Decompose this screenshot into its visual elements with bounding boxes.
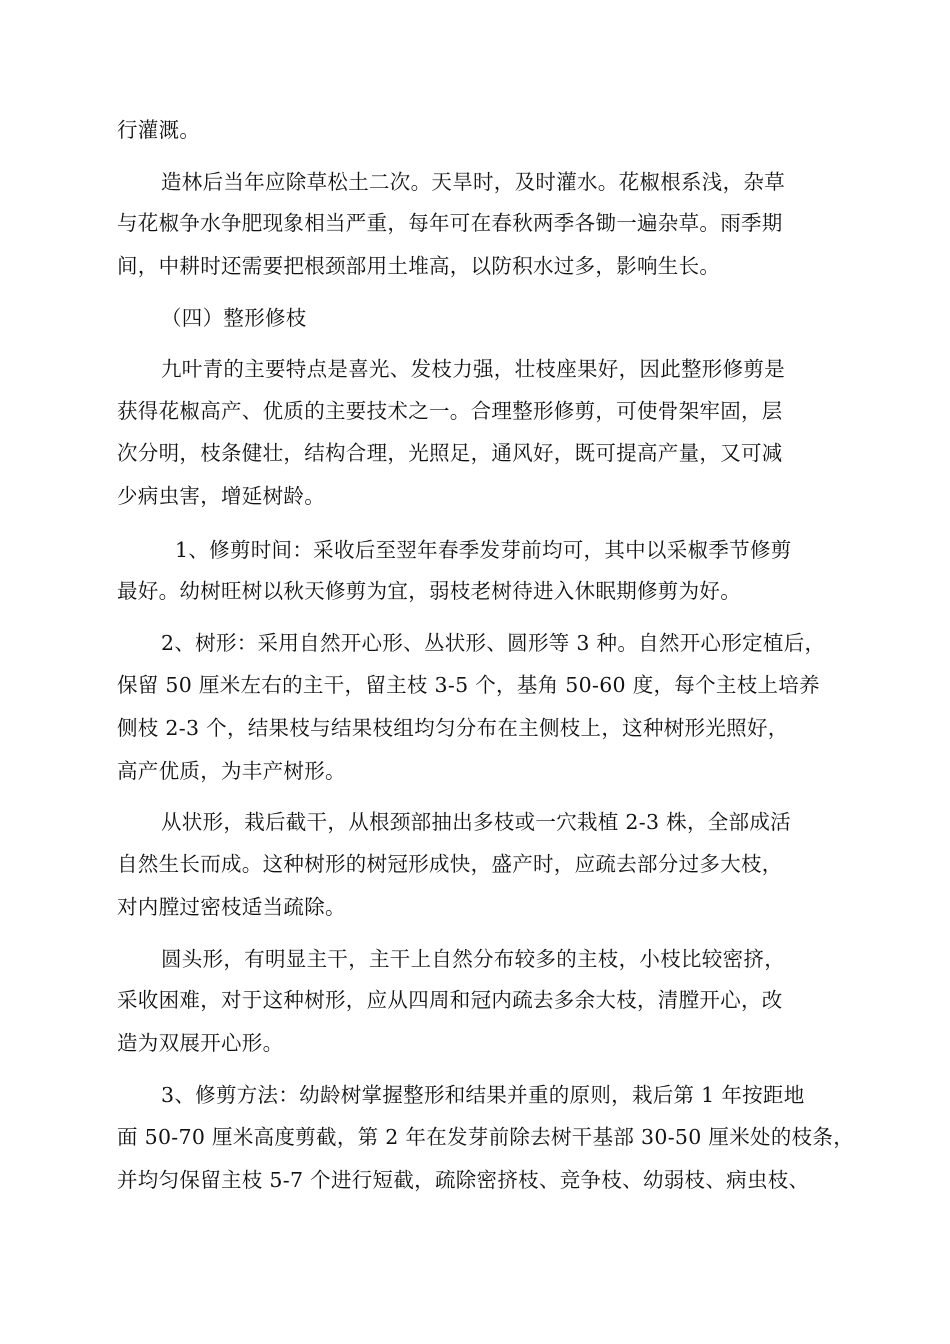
text-line: 圆头形，有明显主干，主干上自然分布较多的主枝，小枝比较密挤，: [161, 947, 785, 971]
text-line: 保留 50 厘米左右的主干，留主枝 3-5 个，基角 50-60 度，每个主枝上培养: [117, 673, 820, 697]
text-line: 与花椒争水争肥现象相当严重，每年可在春秋两季各锄一遍杂草。雨季期: [117, 211, 783, 235]
text-line: 3、修剪方法：幼龄树掌握整形和结果并重的原则，栽后第 1 年按距地: [161, 1083, 805, 1107]
text-line: 对内膛过密枝适当疏除。: [117, 895, 346, 919]
text-line: 造林后当年应除草松土二次。天旱时，及时灌水。花椒根系浅，杂草: [161, 170, 785, 194]
text-line: 1、修剪时间：采收后至翌年春季发芽前均可，其中以采椒季节修剪: [175, 538, 792, 562]
text-line: 高产优质，为丰产树形。: [117, 759, 346, 783]
text-line: 造为双展开心形。: [117, 1031, 284, 1055]
text-line: 并均匀保留主枝 5-7 个进行短截，疏除密挤枝、竞争枝、幼弱枝、病虫枝、: [117, 1168, 810, 1192]
text-line: 2、树形：采用自然开心形、丛状形、圆形等 3 种。自然开心形定植后，: [161, 631, 826, 655]
text-line: 采收困难，对于这种树形，应从四周和冠内疏去多余大枝，清膛开心，改: [117, 988, 783, 1012]
text-line: 侧枝 2-3 个，结果枝与结果枝组均匀分布在主侧枝上，这种树形光照好，: [117, 716, 789, 740]
section-heading: （四）整形修枝: [161, 306, 307, 330]
text-line: 自然生长而成。这种树形的树冠形成快，盛产时，应疏去部分过多大枝，: [117, 852, 783, 876]
text-line: 面 50-70 厘米高度剪截，第 2 年在发芽前除去树干基部 30-50 厘米处的枝条，: [117, 1125, 855, 1149]
text-line: 获得花椒高产、优质的主要技术之一。合理整形修剪，可使骨架牢固，层: [117, 399, 783, 423]
text-line: 间，中耕时还需要把根颈部用土堆高，以防积水过多，影响生长。: [117, 254, 721, 278]
text-line: 最好。幼树旺树以秋天修剪为宜，弱枝老树待进入休眠期修剪为好。: [117, 579, 741, 603]
text-line: 次分明，枝条健壮，结构合理，光照足，通风好，既可提高产量，又可减: [117, 441, 783, 465]
text-line: 少病虫害，增延树龄。: [117, 484, 325, 508]
text-line: 九叶青的主要特点是喜光、发枝力强，壮枝座果好，因此整形修剪是: [161, 357, 785, 381]
text-line: 从状形，栽后截干，从根颈部抽出多枝或一穴栽植 2-3 株，全部成活: [161, 810, 791, 834]
text-line: 行灌溉。: [117, 118, 201, 142]
